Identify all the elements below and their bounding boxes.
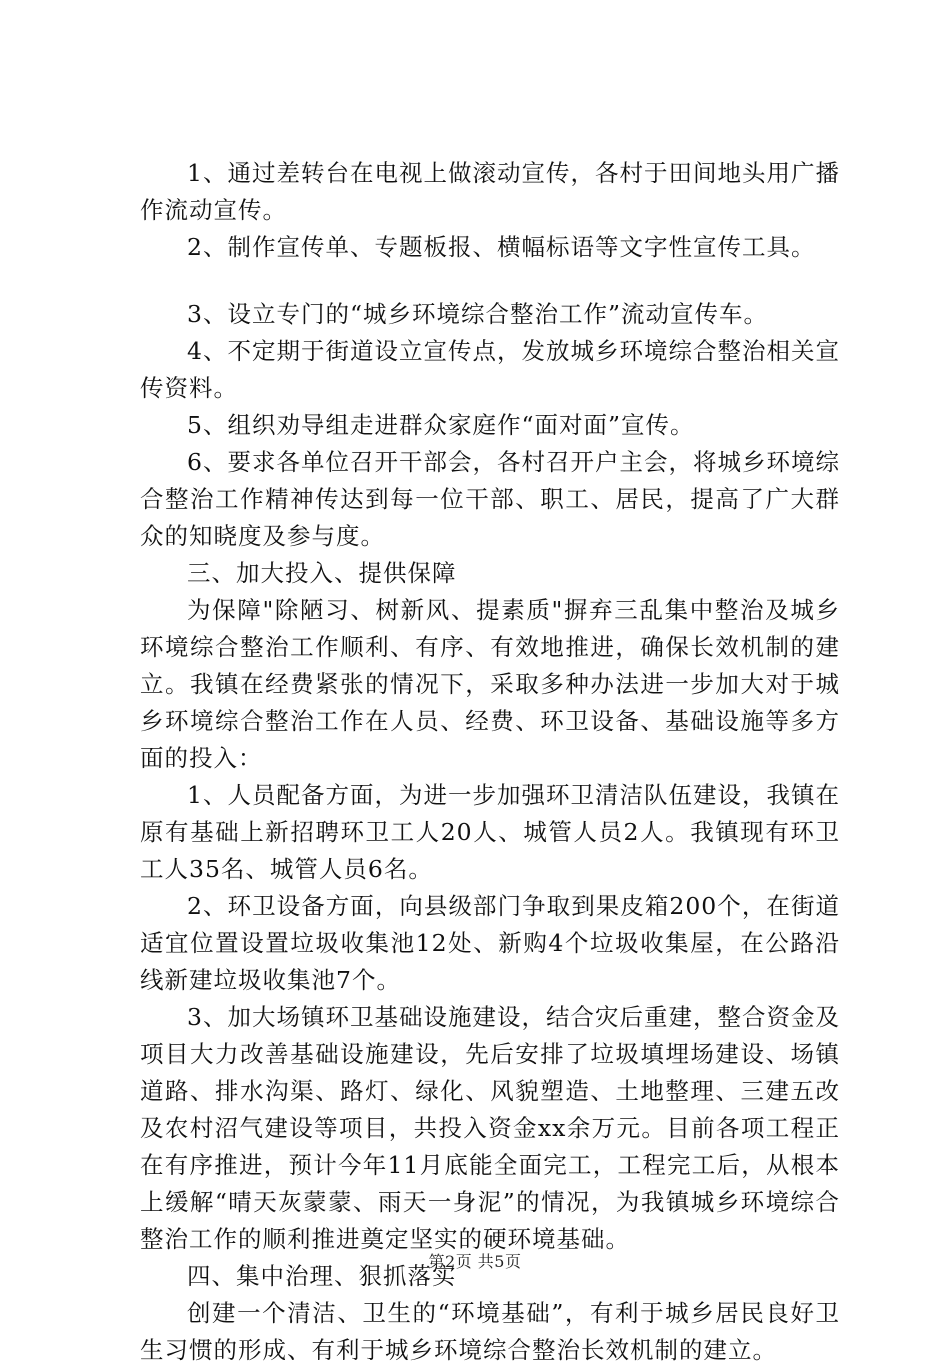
paragraph-publicity-meetings: 6、要求各单位召开干部会，各村召开户主会，将城乡环境综合整治工作精神传达到每一位干部、职工、居民，提高了广大群众的知晓度及参与度。 [140, 448, 840, 550]
paragraph-publicity-households: 5、组织劝导组走进群众家庭作“面对面”宣传。 [187, 411, 695, 439]
document-body [140, 155, 840, 1369]
paragraph-investment-infrastructure: 3、加大场镇环卫基础设施建设，结合灾后重建，整合资金及项目大力改善基础设施建设，先后安排了垃圾填埋场建设、场镇道路、排水沟渠、路灯、绿化、风貌塑造、土地整理、三建五改及农村沼气建设等项目，共投入资金xx余万元。目前各项工程正在有序推进，预计今年11月底能全面完工，工程完工后，从根本上缓解“晴天灰蒙蒙、雨天一身泥”的情况，为我镇城乡环境综合整治工作的顺利推进奠定坚实的硬环境基础。 [140, 1003, 840, 1253]
paragraph-publicity-tv: 1、通过差转台在电视上做滚动宣传，各村于田间地头用广播作流动宣传。 [140, 159, 840, 224]
paragraph-publicity-vehicle: 3、设立专门的“城乡环境综合整治工作”流动宣传车。 [187, 300, 768, 328]
page-number-footer: 第2页 共5页 [428, 1252, 522, 1271]
section-heading-investment: 三、加大投入、提供保障 [187, 559, 457, 587]
paragraph-investment-staffing: 1、人员配备方面，为进一步加强环卫清洁队伍建设，我镇在原有基础上新招聘环卫工人20人、城管人员2人。我镇现有环卫工人35名、城管人员6名。 [140, 781, 840, 883]
section-heading-governance: 四、集中治理、狠抓落实 [187, 1262, 457, 1290]
paragraph-investment-intro: 为保障"除陋习、树新风、提素质"摒弃三乱集中整治及城乡环境综合整治工作顺利、有序、有效地推进，确保长效机制的建立。我镇在经费紧张的情况下，采取多种办法进一步加大对于城乡环境综合整治工作在人员、经费、环卫设备、基础设施等多方面的投入： [140, 596, 840, 772]
paragraph-publicity-materials: 2、制作宣传单、专题板报、横幅标语等文字性宣传工具。 [187, 233, 816, 261]
paragraph-investment-equipment: 2、环卫设备方面，向县级部门争取到果皮箱200个，在街道适宜位置设置垃圾收集池12处、新购4个垃圾收集屋，在公路沿线新建垃圾收集池7个。 [140, 892, 840, 994]
paragraph-governance-intro: 创建一个清洁、卫生的“环境基础”，有利于城乡居民良好卫生习惯的形成、有利于城乡环境综合整治长效机制的建立。 [140, 1299, 840, 1364]
paragraph-publicity-points: 4、不定期于街道设立宣传点，发放城乡环境综合整治相关宣传资料。 [140, 337, 840, 402]
